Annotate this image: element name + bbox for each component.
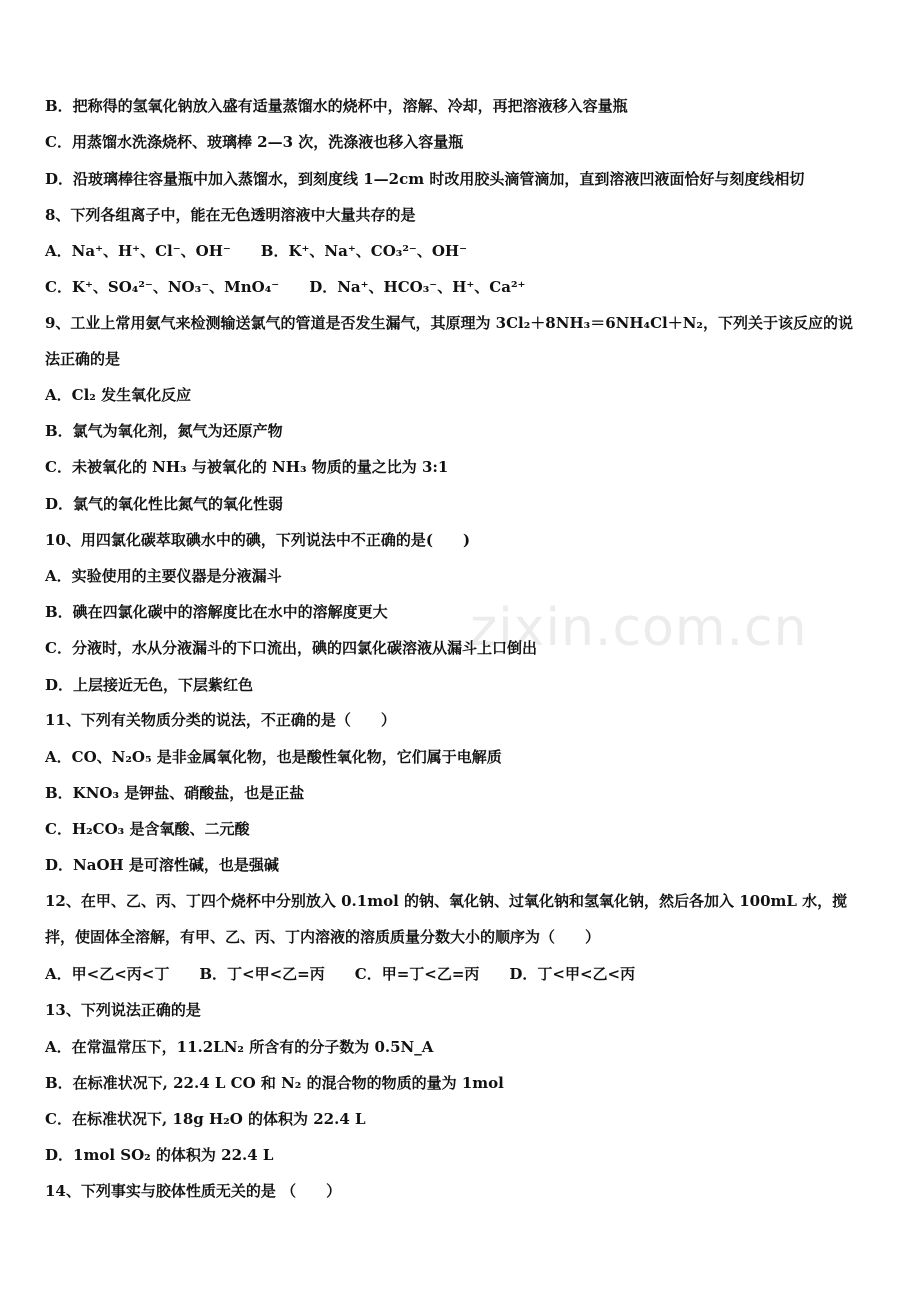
question-9-cont: 法正确的是 — [45, 350, 121, 368]
q13-option-a: A．在常温常压下，11.2LN₂ 所含有的分子数为 0.5N_A — [45, 1038, 434, 1056]
q9-option-c: C．未被氧化的 NH₃ 与被氧化的 NH₃ 物质的量之比为 3:1 — [45, 458, 449, 476]
q11-option-c: C．H₂CO₃ 是含氧酸、二元酸 — [45, 820, 250, 838]
q12-option-b: B．丁<甲<乙=丙 — [199, 965, 325, 983]
q10-option-a: A．实验使用的主要仪器是分液漏斗 — [45, 567, 282, 585]
q10-option-c: C．分液时，水从分液漏斗的下口流出，碘的四氯化碳溶液从漏斗上口倒出 — [45, 639, 537, 657]
q8-options-row2 — [45, 277, 525, 297]
q8-option-b: B．K⁺、Na⁺、CO₃²⁻、OH⁻ — [260, 242, 467, 260]
question-12-cont: 拌，使固体全溶解，有甲、乙、丙、丁内溶液的溶质质量分数大小的顺序为（ ） — [45, 928, 601, 946]
q12-options — [45, 964, 635, 984]
question-13: 13、下列说法正确的是 — [45, 1001, 201, 1019]
q8-options-row1 — [45, 241, 467, 261]
question-12: 12、在甲、乙、丙、丁四个烧杯中分别放入 0.1mol 的钠、氧化钠、过氧化钠和氢氧化钠，然后各加入 100mL 水，搅 — [45, 892, 848, 910]
question-9: 9、工业上常用氨气来检测输送氯气的管道是否发生漏气，其原理为 3Cl₂＋8NH₃＝6NH₄Cl＋N₂，下列关于该反应的说 — [45, 314, 854, 332]
q8-option-c: C．K⁺、SO₄²⁻、NO₃⁻、MnO₄⁻ — [45, 278, 280, 296]
q12-option-c: C．甲=丁<乙=丙 — [354, 965, 480, 983]
option-line: D．沿玻璃棒往容量瓶中加入蒸馏水，到刻度线 1—2cm 时改用胶头滴管滴加，直到溶液凹液面恰好与刻度线相切 — [45, 170, 805, 188]
q12-option-a: A．甲<乙<丙<丁 — [45, 965, 170, 983]
q10-option-b: B．碘在四氯化碳中的溶解度比在水中的溶解度更大 — [45, 603, 388, 621]
q13-option-c: C．在标准状况下, 18g H₂O 的体积为 22.4 L — [45, 1110, 366, 1128]
question-8: 8、下列各组离子中，能在无色透明溶液中大量共存的是 — [45, 206, 416, 224]
q9-option-a: A．Cl₂ 发生氧化反应 — [45, 386, 192, 404]
question-11: 11、下列有关物质分类的说法，不正确的是（ ） — [45, 711, 396, 729]
q13-option-b: B．在标准状况下, 22.4 L CO 和 N₂ 的混合物的物质的量为 1mol — [45, 1074, 504, 1092]
watermark: zixin.com.cn — [470, 598, 808, 658]
option-line: C．用蒸馏水洗涤烧杯、玻璃棒 2—3 次，洗涤液也移入容量瓶 — [45, 133, 464, 151]
q11-option-b: B．KNO₃ 是钾盐、硝酸盐，也是正盐 — [45, 784, 305, 802]
q9-option-d: D．氯气的氧化性比氮气的氧化性弱 — [45, 495, 284, 513]
q10-option-d: D．上层接近无色，下层紫红色 — [45, 676, 254, 694]
q11-option-a: A．CO、N₂O₅ 是非金属氧化物，也是酸性氧化物，它们属于电解质 — [45, 748, 502, 766]
q13-option-d: D．1mol SO₂ 的体积为 22.4 L — [45, 1146, 274, 1164]
q8-option-d: D．Na⁺、HCO₃⁻、H⁺、Ca²⁺ — [309, 278, 526, 296]
q11-option-d: D．NaOH 是可溶性碱，也是强碱 — [45, 856, 279, 874]
question-14: 14、下列事实与胶体性质无关的是 （ ） — [45, 1182, 342, 1200]
q12-option-d: D．丁<甲<乙<丙 — [509, 965, 636, 983]
q9-option-b: B．氯气为氧化剂，氮气为还原产物 — [45, 422, 283, 440]
q8-option-a: A．Na⁺、H⁺、Cl⁻、OH⁻ — [45, 242, 231, 260]
option-line: B．把称得的氢氧化钠放入盛有适量蒸馏水的烧杯中，溶解、冷却，再把溶液移入容量瓶 — [45, 97, 628, 115]
question-10: 10、用四氯化碳萃取碘水中的碘，下列说法中不正确的是( ) — [45, 531, 471, 549]
